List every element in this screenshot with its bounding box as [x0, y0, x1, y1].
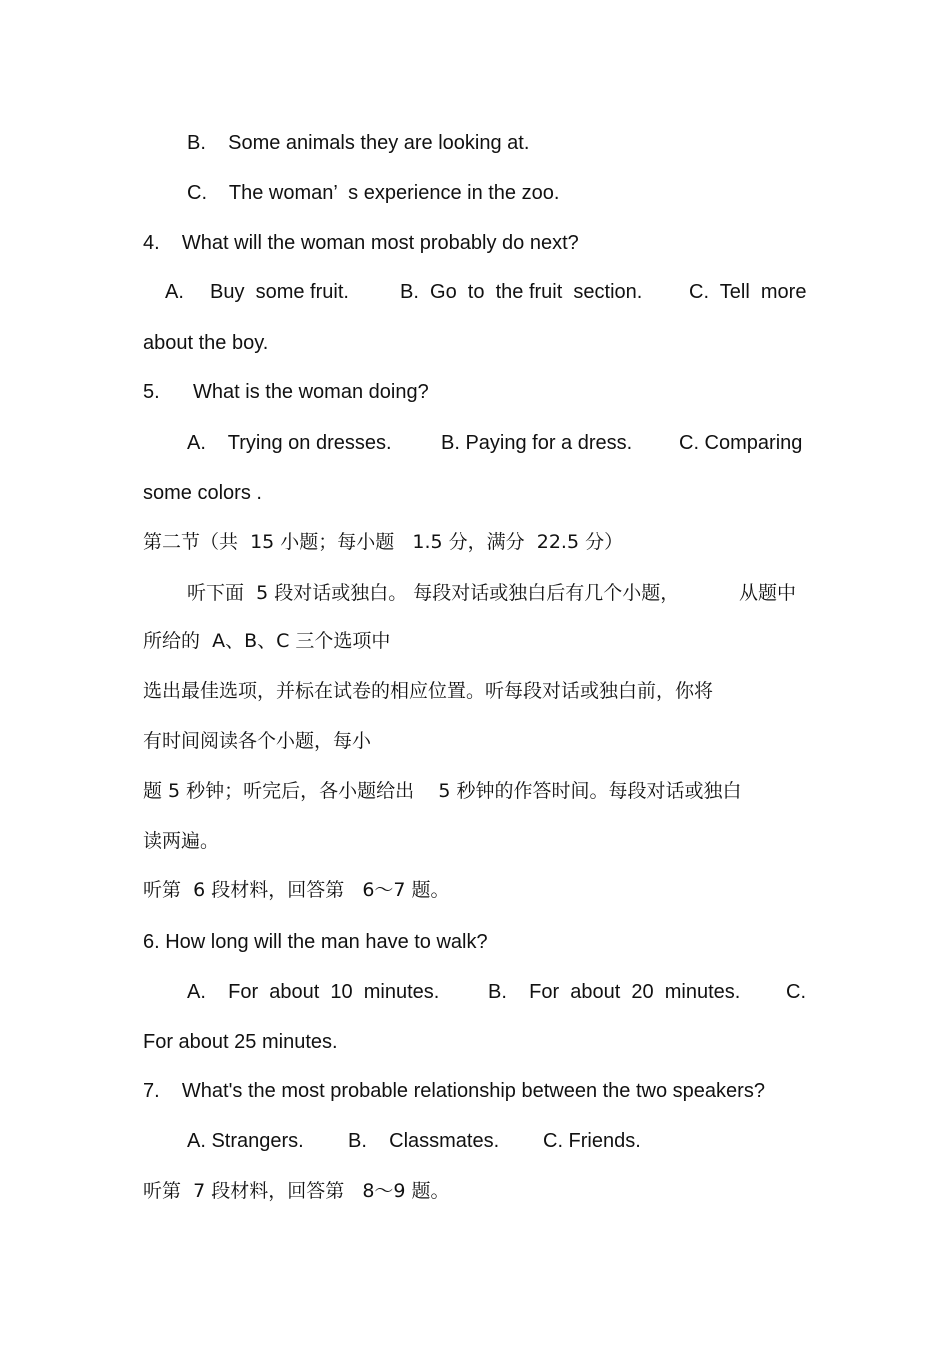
question-4-option-a-letter: A. [165, 281, 184, 303]
question-6: 6. How long will the man have to walk? [143, 931, 488, 953]
material-6-heading: 听第 6 段材料，回答第 6～7 题。 [143, 879, 450, 901]
question-7-option-c: C. Friends. [543, 1130, 641, 1152]
question-6-option-c: C. [786, 981, 806, 1003]
question-5-option-a: A. Trying on dresses. [187, 432, 392, 454]
instructions-line-3: 选出最佳选项，并标在试卷的相应位置。听每段对话或独白前，你将 [143, 680, 714, 702]
question-7: 7. What's the most probable relationship between the two speakers? [143, 1080, 765, 1102]
question-3-option-c: C. The woman’ s experience in the zoo. [187, 182, 560, 204]
question-4-option-a: Buy some fruit. [210, 281, 349, 303]
question-5: 5. What is the woman doing? [143, 381, 429, 403]
question-7-option-b: B. Classmates. [348, 1130, 500, 1152]
question-5-option-b: B. Paying for a dress. [441, 432, 633, 454]
question-4-option-b: B. Go to the fruit section. [400, 281, 643, 303]
question-4-option-c-continued: about the boy. [143, 332, 269, 354]
instructions-line-1-end: 从题中 [739, 582, 797, 604]
material-7-heading: 听第 7 段材料，回答第 8～9 题。 [143, 1180, 450, 1202]
question-6-option-c-continued: For about 25 minutes. [143, 1031, 338, 1053]
question-4: 4. What will the woman most probably do next? [143, 232, 579, 254]
instructions-line-6: 读两遍。 [143, 830, 220, 852]
question-5-option-c-continued: some colors . [143, 482, 262, 504]
question-5-option-c: C. Comparing [679, 432, 803, 454]
instructions-line-1: 听下面 5 段对话或独白。 每段对话或独白后有几个小题， [187, 582, 680, 604]
instructions-line-4: 有时间阅读各个小题，每小 [143, 730, 372, 752]
question-6-option-a: A. For about 10 minutes. [187, 981, 440, 1003]
instructions-line-5: 题 5 秒钟；听完后，各小题给出 5 秒钟的作答时间。每段对话或独白 [143, 780, 742, 802]
section-2-heading: 第二节（共 15 小题；每小题 1.5 分，满分 22.5 分） [143, 531, 624, 553]
instructions-line-2: 所给的 A、B、C 三个选项中 [143, 630, 391, 652]
question-4-option-c: C. Tell more [689, 281, 807, 303]
question-6-option-b: B. For about 20 minutes. [488, 981, 741, 1003]
question-3-option-b: B. Some animals they are looking at. [187, 132, 530, 154]
question-7-option-a: A. Strangers. [187, 1130, 304, 1152]
